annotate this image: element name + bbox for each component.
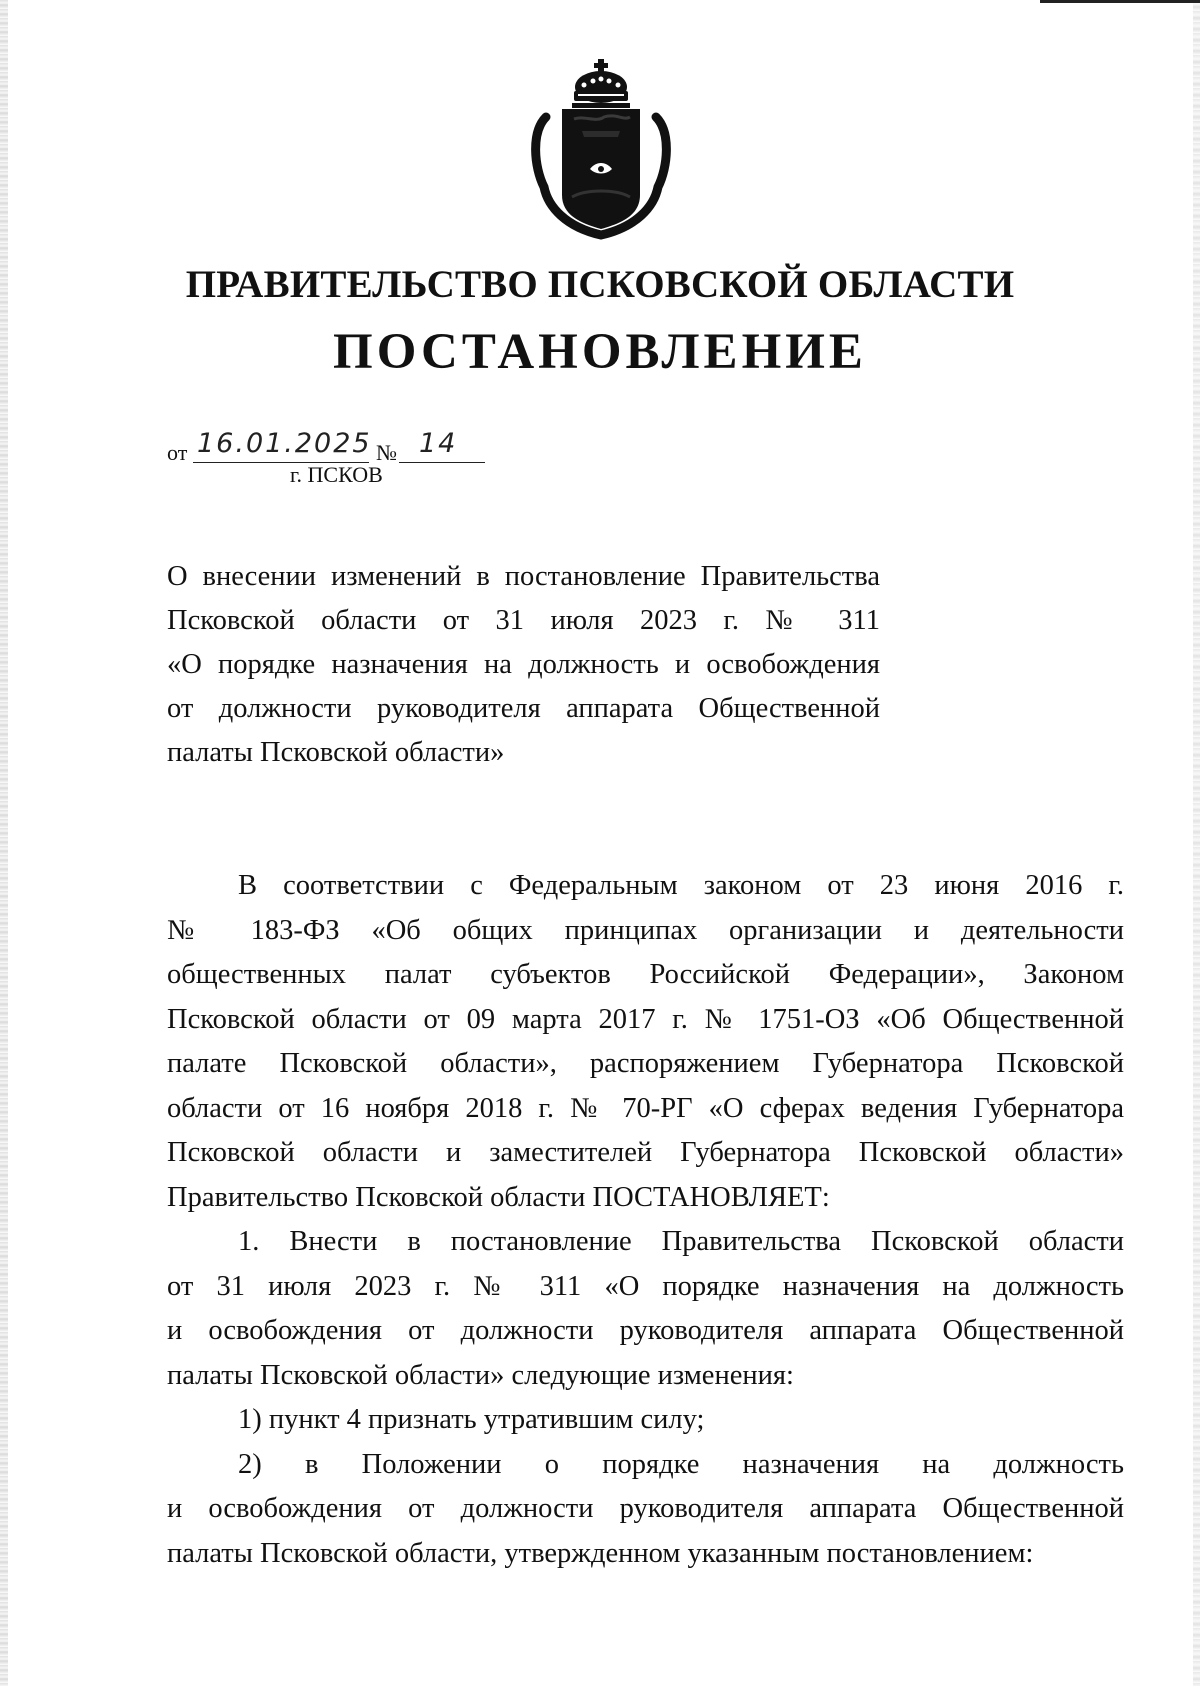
subject-line: О внесении изменений в постановление Правительства xyxy=(167,561,880,592)
scan-edge-left xyxy=(0,0,8,1686)
document-type-title: ПОСТАНОВЛЕНИЕ xyxy=(333,324,867,380)
body-line: 1. Внести в постановление Правительства Псковской области xyxy=(238,1226,1124,1257)
body-line: В соответствии с Федеральным законом от 23 июня 2016 г. xyxy=(238,870,1124,901)
subject-line: Псковской области от 31 июля 2023 г. № 311 xyxy=(167,605,880,636)
subject-line: палаты Псковской области» xyxy=(167,737,505,768)
body-line: от 31 июля 2023 г. № 311 «О порядке назначения на должность xyxy=(167,1270,1124,1302)
document-subject xyxy=(167,555,880,775)
body-line: общественных палат субъектов Российской Федерации», Законом xyxy=(167,959,1124,990)
body-line: 2) в Положении о порядке назначения на должность xyxy=(238,1448,1124,1480)
date-label: от xyxy=(167,440,188,465)
body-line: и освобождения от должности руководителя аппарата Общественной xyxy=(167,1315,1124,1346)
body-line: Псковской области и заместителей Губернатора Псковской области» xyxy=(167,1137,1124,1168)
number-label: № xyxy=(376,440,397,465)
subject-line: «О порядке назначения на должность и освобождения xyxy=(167,649,880,680)
government-title: ПРАВИТЕЛЬСТВО ПСКОВСКОЙ ОБЛАСТИ xyxy=(185,263,1015,306)
scan-edge-right xyxy=(1193,0,1200,1686)
city-label: г. ПСКОВ xyxy=(290,462,383,487)
body-line: Правительство Псковской области ПОСТАНОВЛЯЕТ: xyxy=(167,1181,830,1213)
document-body xyxy=(167,864,1124,1576)
body-line: Псковской области от 09 марта 2017 г. № 1751-ОЗ «Об Общественной xyxy=(167,1003,1124,1035)
body-line: палаты Псковской области, утвержденном указанным постановлением: xyxy=(167,1537,1034,1569)
date-value: 16.01.2025 xyxy=(197,428,372,459)
number-underline xyxy=(399,462,485,463)
body-line: палаты Псковской области» следующие изменения: xyxy=(167,1359,794,1391)
pskov-coat-of-arms-icon xyxy=(526,57,676,242)
body-line: № 183-ФЗ «Об общих принципах организации и деятельности xyxy=(167,914,1124,946)
body-line: и освобождения от должности руководителя аппарата Общественной xyxy=(167,1493,1124,1524)
body-line: области от 16 ноября 2018 г. № 70-РГ «О сферах ведения Губернатора xyxy=(167,1092,1124,1124)
body-line: палате Псковской области», распоряжением Губернатора Псковской xyxy=(167,1048,1124,1079)
subject-line: от должности руководителя аппарата Общественной xyxy=(167,693,880,724)
body-line: 1) пункт 4 признать утратившим силу; xyxy=(238,1404,705,1435)
number-value: 14 xyxy=(419,428,458,459)
scan-edge-top xyxy=(1040,0,1200,3)
